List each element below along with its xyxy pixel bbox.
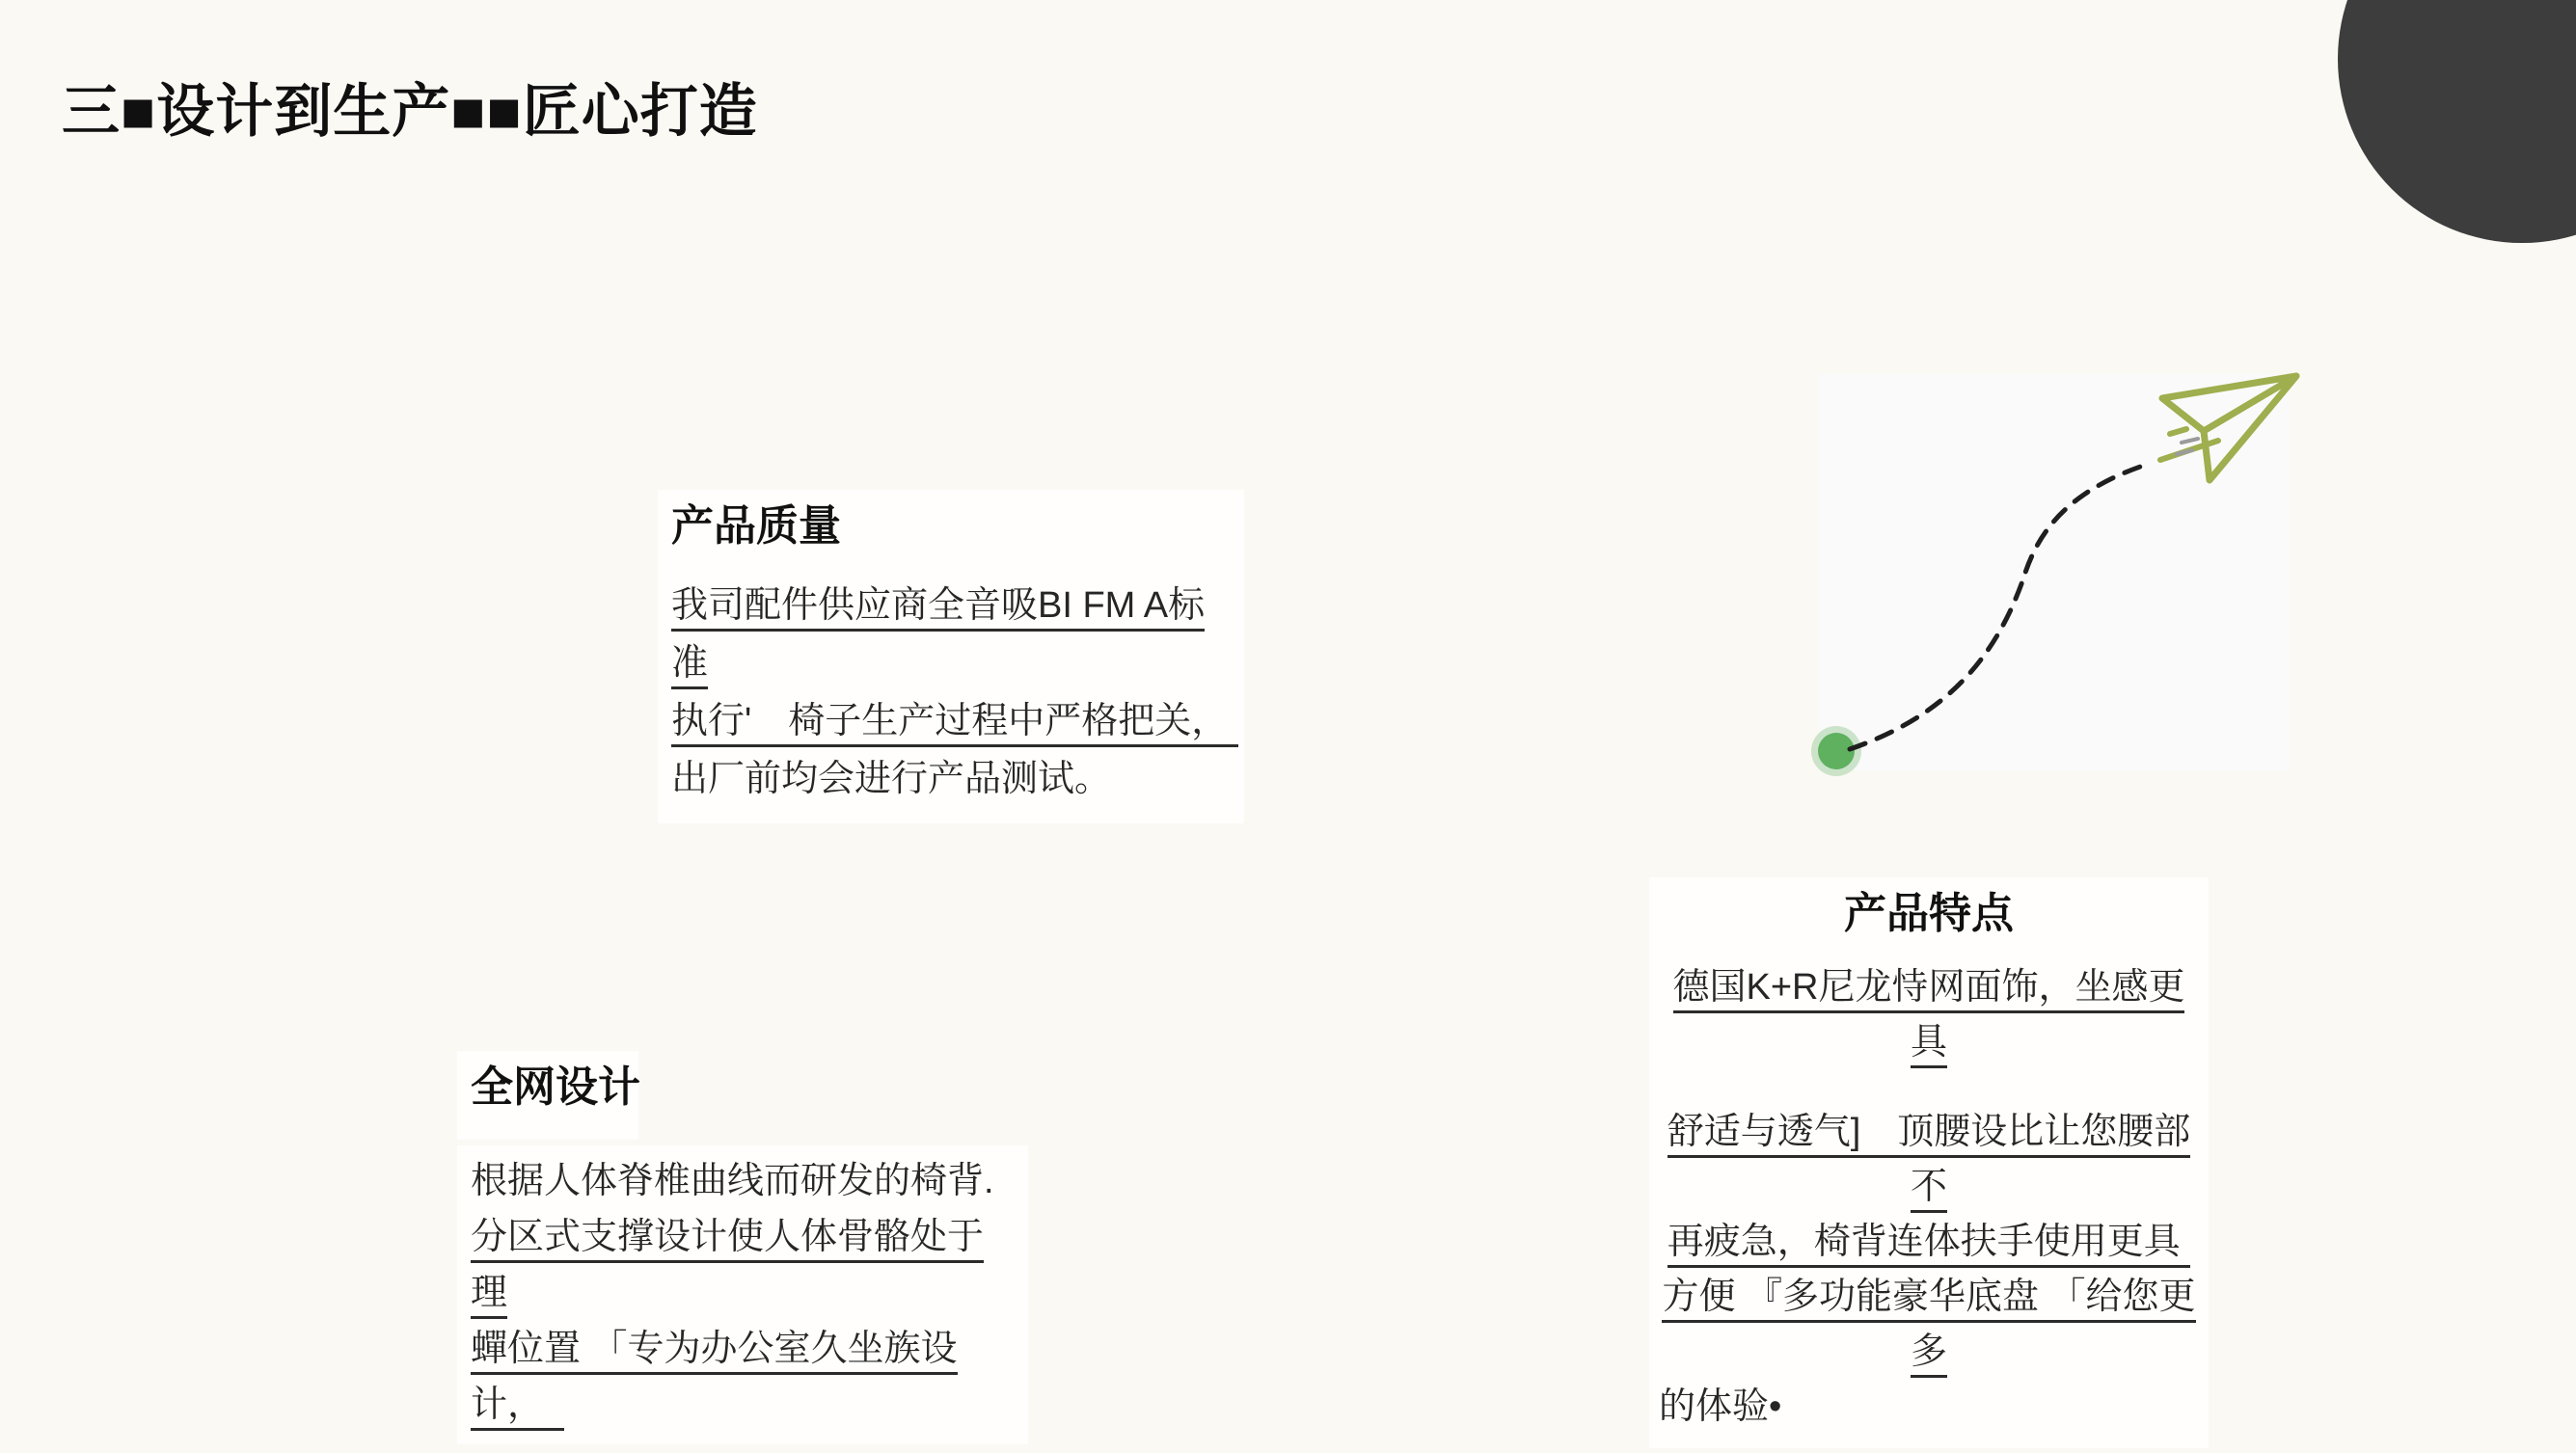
features-block [1649, 877, 2209, 1448]
underlined-text: 不 [1911, 1167, 1947, 1213]
flight-illustration [1819, 374, 2320, 779]
underlined-text: 方便 『多功能豪华底盘 「给您更多 [1662, 1277, 2195, 1378]
plain-text: 出厂前均会进行产品测试。 [671, 759, 1112, 799]
text-line [671, 577, 1231, 692]
features-body [1659, 960, 2199, 1435]
corner-circle-decoration [2338, 0, 2576, 243]
underlined-text: 分区式支撑设计使人体骨骼处于理 [471, 1217, 984, 1319]
text-line [671, 692, 1238, 750]
text-line [471, 1209, 1015, 1321]
text-line [1659, 1380, 2199, 1435]
design-heading: 全网设计 [471, 1063, 640, 1111]
underlined-text: 再疲急，椅背连体扶手使用更具 [1668, 1222, 2191, 1268]
underlined-text: 我司配件供应商全音吸BI FM A标准 [671, 585, 1205, 689]
design-heading-box [457, 1051, 638, 1140]
text-line [1659, 1105, 2199, 1215]
text-line [671, 750, 1231, 808]
underlined-text: 蟬位置 「专为办公室久坐族设计， [471, 1329, 958, 1431]
text-line [1659, 960, 2199, 1070]
underlined-text: 执行' 椅子生产过程中严格把关， [671, 701, 1238, 747]
text-line [471, 1153, 1015, 1209]
plain-text: 根据人体脊椎曲线而研发的椅背. [471, 1161, 994, 1201]
text-line [471, 1321, 1015, 1433]
features-heading: 产品特点 [1844, 890, 2014, 937]
design-block [457, 1145, 1028, 1444]
illustration-panel [1819, 374, 2290, 770]
quality-heading: 产品质量 [671, 502, 841, 550]
text-line [1659, 1270, 2199, 1380]
plain-text: 的体验• [1659, 1386, 1782, 1427]
design-body [471, 1153, 1015, 1433]
quality-body [671, 577, 1238, 808]
underlined-text: 舒适与透气] 顶腰设比让您腰部 [1668, 1112, 2191, 1158]
quality-block [658, 490, 1244, 823]
text-line [1659, 1215, 2199, 1270]
plain-text [2190, 1112, 2201, 1152]
underlined-text: 德国K+R尼龙恃网面饰，坐感更具 [1673, 967, 2185, 1068]
page-title: 三■设计到生产■■匠心打造 [62, 80, 758, 144]
